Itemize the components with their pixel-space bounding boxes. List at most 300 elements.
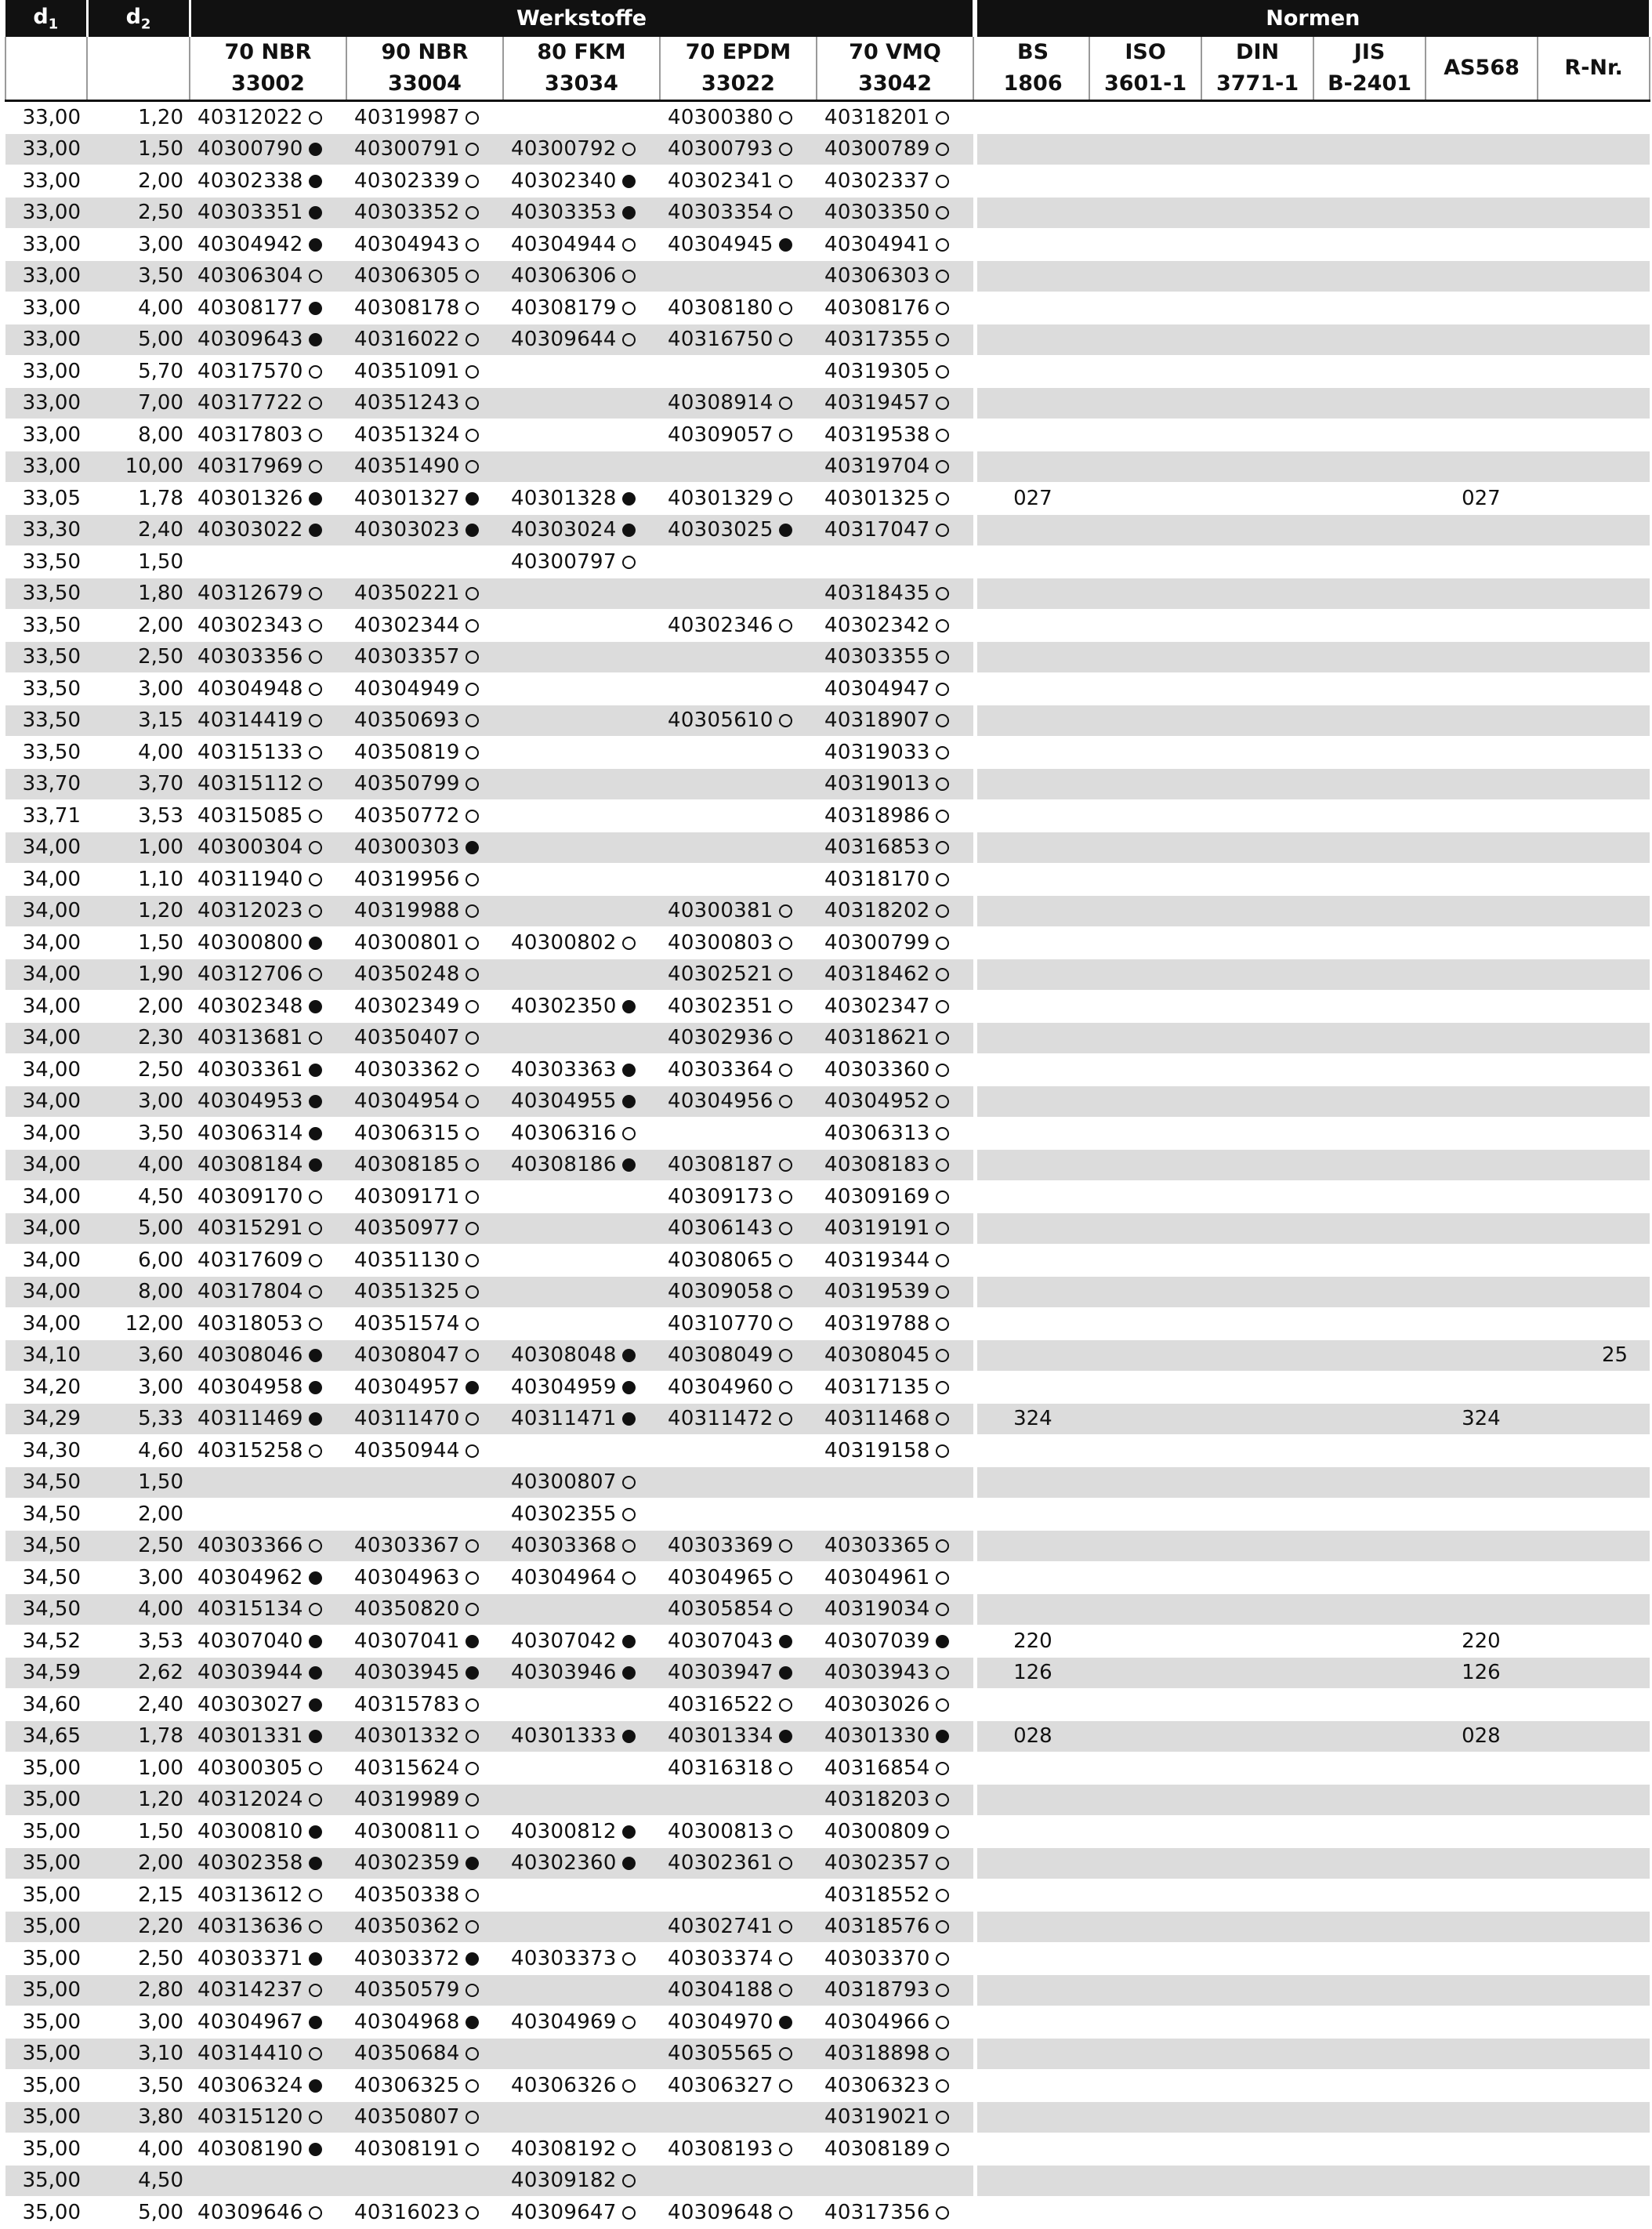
cell-d2: 2,00 [87,991,190,1023]
cell-norm [1089,1816,1201,1848]
cell-norm [1538,1308,1650,1340]
cell-d2: 3,00 [87,229,190,261]
article-number: 40309643 [197,328,303,352]
table-row [5,673,1650,705]
stock-empty-circle-icon [309,1191,322,1204]
cell-article [503,101,660,134]
cell-norm [1201,546,1313,578]
stock-empty-circle-icon [309,1317,322,1331]
cell-norm [1538,1499,1650,1531]
cell-article [190,1245,346,1277]
stock-empty-circle-icon [622,1571,636,1585]
stock-empty-circle-icon [936,1603,949,1616]
cell-norm [1089,2038,1201,2070]
cell-norm [1538,1086,1650,1118]
cell-norm [1313,1974,1426,2006]
cell-norm [1089,165,1201,198]
cell-article [190,2006,346,2039]
article-number: 40315624 [354,1756,460,1780]
article-number: 40306315 [354,1121,460,1145]
cell-article [190,1752,346,1785]
stock-empty-circle-icon [936,683,949,696]
cell-norm [977,1054,1089,1086]
cell-article [346,451,503,483]
cell-norm [1201,1657,1313,1689]
article-number: 40300789 [824,137,930,161]
cell-d1: 34,00 [5,1181,87,1213]
cell-d2: 2,00 [87,610,190,642]
cell-norm [1538,101,1650,134]
cell-article [346,1118,503,1150]
cell-norm [1313,1562,1426,1594]
table-row [5,578,1650,610]
cell-article [503,864,660,896]
cell-article [660,927,817,959]
norm-header-3 [1313,37,1426,101]
article-number: 40304942 [197,232,303,256]
article-number: 40303365 [824,1534,930,1558]
cell-norm [1089,1847,1201,1879]
cell-norm [1089,1308,1201,1340]
cell-norm [1538,768,1650,800]
cell-norm [1538,324,1650,356]
cell-article [660,1118,817,1150]
cell-norm [1089,1593,1201,1626]
cell-d2: 2,30 [87,1022,190,1054]
article-number: 40317969 [197,455,303,479]
stock-empty-circle-icon [936,143,949,156]
stock-empty-circle-icon [936,1920,949,1934]
cell-d1: 33,00 [5,101,87,134]
stock-empty-circle-icon [779,1095,792,1108]
stock-empty-circle-icon [936,1317,949,1331]
cell-article [503,768,660,800]
stock-empty-circle-icon [622,1539,636,1553]
cell-article [817,1372,973,1404]
cell-norm [1201,959,1313,991]
stock-filled-circle-icon [309,524,322,537]
cell-d2: 5,00 [87,324,190,356]
cell-norm [1201,1943,1313,1975]
cell-article [190,991,346,1023]
cell-norm [977,737,1089,769]
table-row [5,1435,1650,1467]
stock-empty-circle-icon [936,619,949,632]
stock-empty-circle-icon [466,1349,479,1362]
cell-article [660,1435,817,1467]
cell-article [817,1308,973,1340]
stock-empty-circle-icon [936,429,949,442]
stock-empty-circle-icon [936,492,949,506]
table-body [5,101,1650,2229]
cell-norm [1313,768,1426,800]
cell-norm [1426,1974,1538,2006]
cell-norm [1201,451,1313,483]
stock-empty-circle-icon [309,2111,322,2124]
cell-norm [1426,356,1538,388]
cell-article [817,2101,973,2133]
cell-article [190,1086,346,1118]
stock-empty-circle-icon [936,1952,949,1966]
cell-norm [1426,514,1538,546]
article-number: 40313612 [197,1883,303,1907]
cell-norm [1538,864,1650,896]
article-number: 40303371 [197,1946,303,1970]
stock-empty-circle-icon [936,2047,949,2060]
stock-empty-circle-icon [936,1412,949,1426]
stock-empty-circle-icon [936,206,949,219]
cell-norm [1426,737,1538,769]
cell-article [660,832,817,864]
cell-article [817,2197,973,2229]
cell-norm [977,1562,1089,1594]
cell-norm [1538,260,1650,292]
stock-empty-circle-icon [466,2206,479,2220]
cell-norm [1089,483,1201,515]
article-number: 40313636 [197,1915,303,1939]
article-number: 40315133 [197,740,303,764]
cell-norm [1089,705,1201,737]
stock-empty-circle-icon [466,460,479,473]
cell-d1: 34,00 [5,864,87,896]
article-number: 40319538 [824,422,930,447]
cell-article [817,324,973,356]
cell-norm [1089,260,1201,292]
article-number: 40304945 [668,232,773,256]
cell-norm [1201,578,1313,610]
cell-d1: 34,59 [5,1657,87,1689]
article-number: 40309644 [511,328,617,352]
cell-norm [1426,800,1538,832]
cell-norm [1538,1245,1650,1277]
cell-norm [1089,1499,1201,1531]
cell-article [346,1752,503,1785]
stock-filled-circle-icon [309,1127,322,1140]
cell-norm [1313,1466,1426,1499]
cell-d2: 2,40 [87,514,190,546]
cell-norm [1201,1847,1313,1879]
article-number: 40318203 [824,1788,930,1812]
article-number: 40300812 [511,1819,617,1843]
stock-filled-circle-icon [622,1095,636,1108]
cell-article [190,737,346,769]
cell-norm [1313,387,1426,419]
cell-article [346,2070,503,2102]
table-row [5,1974,1650,2006]
cell-article [346,546,503,578]
table-row [5,483,1650,515]
cell-article [817,991,973,1023]
cell-d1: 34,00 [5,1308,87,1340]
cell-norm [1089,2101,1201,2133]
cell-norm [977,1339,1089,1372]
cell-norm [1313,546,1426,578]
cell-norm [1426,1054,1538,1086]
cell-article [190,1181,346,1213]
cell-norm [1089,895,1201,927]
cell-norm [977,1181,1089,1213]
article-number: 40306316 [511,1121,617,1145]
cell-norm [1313,1530,1426,1562]
stock-empty-circle-icon [936,1825,949,1839]
stock-filled-circle-icon [309,1635,322,1648]
cell-d2: 2,40 [87,1689,190,1721]
cell-article [503,514,660,546]
cell-article [503,959,660,991]
cell-norm [1089,1943,1201,1975]
cell-article [346,959,503,991]
article-number: 40307039 [824,1629,930,1653]
stock-empty-circle-icon [936,1984,949,1997]
cell-article [660,1149,817,1181]
cell-norm [977,991,1089,1023]
cell-norm [1313,927,1426,959]
cell-article [660,705,817,737]
cell-norm [1313,2070,1426,2102]
article-number: 40303374 [668,1946,773,1970]
cell-norm [1313,610,1426,642]
material-name: 70 EPDM [685,40,792,64]
stock-empty-circle-icon [936,1127,949,1140]
cell-article [503,2197,660,2229]
stock-filled-circle-icon [309,1952,322,1966]
cell-article [817,1245,973,1277]
cell-norm [1426,1149,1538,1181]
cell-article [660,546,817,578]
article-number: 40319191 [824,1216,930,1241]
cell-norm [1089,197,1201,229]
stock-filled-circle-icon [309,206,322,219]
stock-empty-circle-icon [779,1984,792,1997]
cell-d2: 2,00 [87,1499,190,1531]
cell-d2: 3,00 [87,1562,190,1594]
cell-article [817,1879,973,1912]
article-number: 40302357 [824,1851,930,1876]
stock-empty-circle-icon [936,904,949,918]
cell-article [817,737,973,769]
table-row [5,610,1650,642]
article-number: 40300809 [824,1819,930,1843]
stock-empty-circle-icon [309,746,322,759]
cell-d2: 4,00 [87,1593,190,1626]
article-number: 40308914 [668,391,773,415]
cell-norm [977,705,1089,737]
article-number: 40303352 [354,201,460,225]
stock-empty-circle-icon [936,1539,949,1553]
cell-article [190,229,346,261]
material-header-2 [503,37,660,101]
cell-norm [1538,1372,1650,1404]
cell-norm [1538,1022,1650,1054]
stock-empty-circle-icon [309,1444,322,1458]
cell-norm [1313,1499,1426,1531]
article-number: 40317570 [197,359,303,383]
stock-empty-circle-icon [936,333,949,346]
cell-norm [1201,1593,1313,1626]
article-number: 40306327 [668,2073,773,2097]
cell-norm [977,1784,1089,1816]
stock-empty-circle-icon [779,175,792,188]
article-number: 40303368 [511,1534,617,1558]
cell-d1: 33,00 [5,419,87,451]
cell-norm [1313,260,1426,292]
norm-number: 3601-1 [1103,71,1187,96]
cell-norm [1313,324,1426,356]
cell-norm: 028 [1426,1720,1538,1752]
article-number: 40304188 [668,1978,773,2002]
stock-empty-circle-icon [466,1793,479,1807]
cell-article [190,2133,346,2166]
norm-number: 3771-1 [1215,71,1299,96]
cell-article [660,1276,817,1308]
cell-norm [1313,1847,1426,1879]
stock-empty-circle-icon [936,714,949,727]
cell-norm [1089,1403,1201,1435]
cell-d1: 34,50 [5,1593,87,1626]
stock-empty-circle-icon [622,333,636,346]
article-number: 40319305 [824,359,930,383]
article-number: 40300813 [668,1819,773,1843]
cell-norm [1538,705,1650,737]
cell-article [660,610,817,642]
cell-norm [1538,1054,1650,1086]
article-number: 40318053 [197,1311,303,1336]
cell-norm [1426,1530,1538,1562]
stock-empty-circle-icon [779,1222,792,1235]
stock-empty-circle-icon [779,937,792,950]
article-number: 40305610 [668,709,773,733]
article-number: 40319987 [354,105,460,129]
cell-norm [1089,1530,1201,1562]
article-number: 40319013 [824,772,930,796]
cell-article [660,1530,817,1562]
cell-norm [1538,1466,1650,1499]
cell-d1: 34,00 [5,1212,87,1245]
cell-article [190,2165,346,2197]
article-number: 40300799 [824,930,930,955]
cell-norm [1426,1466,1538,1499]
cell-article [346,705,503,737]
cell-article [660,2070,817,2102]
article-number: 40351243 [354,391,460,415]
cell-d1: 33,00 [5,292,87,324]
cell-norm [1089,546,1201,578]
stock-empty-circle-icon [622,238,636,252]
cell-norm [1426,1847,1538,1879]
cell-norm [1201,356,1313,388]
article-number: 40300811 [354,1819,460,1843]
stock-empty-circle-icon [466,1222,479,1235]
stock-filled-circle-icon [622,1666,636,1680]
cell-article [817,1054,973,1086]
article-number: 40303373 [511,1946,617,1970]
norm-name: BS [1017,40,1049,64]
cell-norm [977,387,1089,419]
cell-norm [1201,895,1313,927]
cell-norm [1538,1403,1650,1435]
cell-d1: 35,00 [5,1784,87,1816]
cell-article [660,800,817,832]
cell-norm [1089,641,1201,673]
stock-filled-circle-icon [779,1635,792,1648]
stock-filled-circle-icon [309,143,322,156]
material-code: 33004 [388,71,462,96]
article-number: 40302346 [668,613,773,637]
stock-filled-circle-icon [622,1064,636,1077]
cell-article [346,737,503,769]
cell-norm [1201,2038,1313,2070]
cell-norm [977,1149,1089,1181]
stock-empty-circle-icon [936,1095,949,1108]
cell-article [660,260,817,292]
cell-d2: 3,53 [87,1626,190,1658]
cell-norm [977,864,1089,896]
cell-norm [1313,1086,1426,1118]
cell-d2: 1,50 [87,1816,190,1848]
cell-article [660,1562,817,1594]
cell-article [503,1118,660,1150]
cell-d2: 3,80 [87,2101,190,2133]
stock-empty-circle-icon [936,810,949,823]
cell-article [503,1847,660,1879]
table-row [5,991,1650,1023]
cell-article [503,419,660,451]
cell-d1: 34,00 [5,1118,87,1150]
table-row [5,2165,1650,2197]
cell-norm [1089,927,1201,959]
article-number: 40319956 [354,867,460,891]
stock-empty-circle-icon [936,1000,949,1013]
cell-norm [1201,1784,1313,1816]
table-row [5,1626,1650,1658]
article-number: 40301327 [354,486,460,510]
article-number: 40304964 [511,1565,617,1589]
article-number: 40300793 [668,137,773,161]
article-number: 40301328 [511,486,617,510]
stock-filled-circle-icon [309,2143,322,2156]
article-number: 40300305 [197,1756,303,1780]
cell-article [346,229,503,261]
article-number: 40308180 [668,295,773,320]
cell-article [503,1149,660,1181]
article-number: 40303027 [197,1692,303,1716]
cell-article [503,610,660,642]
article-number: 40309646 [197,2200,303,2224]
article-number: 40303355 [824,645,930,669]
stock-empty-circle-icon [309,1285,322,1299]
stock-empty-circle-icon [622,2143,636,2156]
stock-empty-circle-icon [936,873,949,886]
cell-norm [1538,483,1650,515]
cell-norm [1313,1276,1426,1308]
cell-norm [1201,1499,1313,1531]
cell-article [346,610,503,642]
article-number: 40300801 [354,930,460,955]
table-row [5,1054,1650,1086]
cell-norm [1313,959,1426,991]
cell-article [190,1657,346,1689]
cell-article [503,1054,660,1086]
stock-empty-circle-icon [466,1730,479,1743]
stock-empty-circle-icon [466,810,479,823]
cell-d2: 3,60 [87,1339,190,1372]
cell-article [817,1911,973,1943]
article-number: 40303364 [668,1057,773,1082]
cell-norm [1089,101,1201,134]
cell-article [817,1149,973,1181]
cell-norm [1201,2006,1313,2039]
stock-empty-circle-icon [309,619,322,632]
